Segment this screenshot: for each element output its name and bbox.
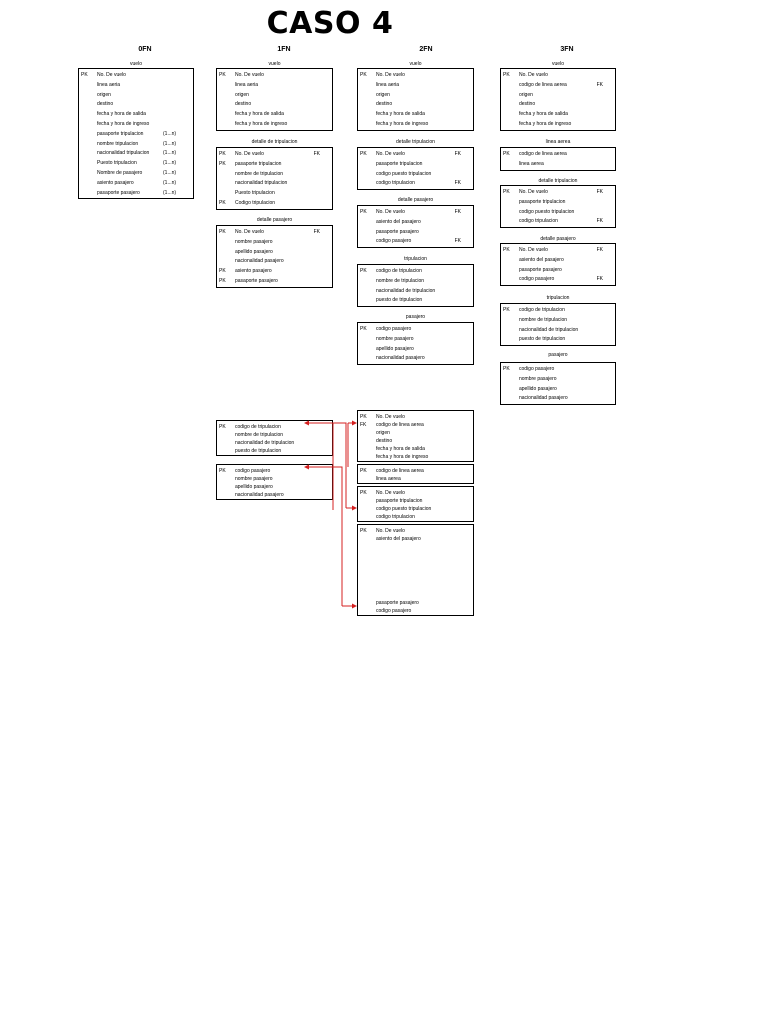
field-name: nacionalidad pasajero <box>376 355 425 362</box>
field-name: apellido pasajero <box>376 345 414 352</box>
field-name: nacionalidad de tripulacion <box>235 440 295 446</box>
foreign-key-marker: FK <box>596 276 603 283</box>
field-name: fecha y hora de salida <box>235 111 284 118</box>
key-marker: PK <box>219 151 226 157</box>
field-name: origen <box>376 430 390 436</box>
cardinality: (1...n) <box>163 170 177 176</box>
key-marker: PK <box>503 189 510 195</box>
field-name: fecha y hora de salida <box>97 111 146 118</box>
field-name: fecha y hora de salida <box>519 111 568 118</box>
field-name: nacionalidad de tripulacion <box>519 326 579 333</box>
foreign-key-marker: FK <box>596 81 603 88</box>
field-name: No. De vuelo <box>519 72 548 78</box>
field-name: nombre pasajero <box>519 375 557 382</box>
field-name: codigo pasajero <box>376 608 412 614</box>
field-name: codigo pasajero <box>519 366 555 372</box>
foreign-key-marker: FK <box>313 151 320 157</box>
key-marker: PK <box>360 151 367 157</box>
field-name: Puesto tripulacion <box>235 190 275 197</box>
key-marker: PK <box>219 424 226 430</box>
key-marker: PK <box>503 307 510 313</box>
key-marker: PK <box>360 209 367 215</box>
field-name: No. De vuelo <box>235 151 264 157</box>
key-marker: PK <box>503 72 510 78</box>
table-caption-t3-pasajero: pasajero <box>548 352 568 358</box>
field-name: Puesto tripulacion <box>97 160 137 167</box>
field-name: No. De vuelo <box>376 528 405 534</box>
foreign-key-marker: FK <box>596 189 603 195</box>
field-name: No. De vuelo <box>376 151 405 157</box>
field-name: No. De vuelo <box>376 490 405 496</box>
field-name: codigo pasajero <box>235 468 271 474</box>
key-marker: PK <box>219 160 226 167</box>
field-name: nacionalidad tripulacion <box>235 180 288 187</box>
foreign-key-marker: FK <box>454 238 461 245</box>
foreign-key-marker: FK <box>596 218 603 225</box>
foreign-key-marker: FK <box>454 209 461 215</box>
field-name: codigo pasajero <box>376 326 412 332</box>
field-name: codigo de linea aerea <box>519 81 567 88</box>
field-name: codigo pasajero <box>519 276 555 283</box>
table-caption-t3-vuelo: vuelo <box>552 61 564 67</box>
field-name: nombre pasajero <box>376 335 414 342</box>
field-name: origen <box>376 91 390 98</box>
key-marker: PK <box>81 72 88 78</box>
field-name: nombre pasajero <box>235 238 273 245</box>
column-header-2fn: 2FN <box>419 46 433 53</box>
key-marker: PK <box>360 268 367 274</box>
field-name: codigo de linea aerea <box>519 151 567 157</box>
table-caption-t3-detalle-trip: detalle tripulacion <box>538 178 578 184</box>
key-marker: PK <box>360 414 367 420</box>
field-name: No. De vuelo <box>97 72 126 78</box>
field-name: pasaporte pasajero <box>376 228 419 235</box>
key-marker: PK <box>219 268 226 275</box>
field-name: asiento del pasajero <box>519 256 564 263</box>
table-caption-t2-vuelo: vuelo <box>409 61 422 67</box>
field-name: fecha y hora de ingreso <box>376 454 429 460</box>
cardinality: (1...n) <box>163 150 177 157</box>
field-name: linea aerea <box>376 476 401 482</box>
cardinality: (1...n) <box>163 179 177 186</box>
field-name: codigo tripulacion <box>519 218 558 225</box>
table-caption-t2-pasajero: pasajero <box>405 314 426 320</box>
key-marker: PK <box>360 490 367 496</box>
field-name: nombre de tripulacion <box>235 170 284 177</box>
field-name: nombre pasajero <box>235 476 273 482</box>
key-marker: PK <box>503 366 510 372</box>
field-name: codigo de tripulacion <box>376 268 422 274</box>
field-name: asiento pasajero <box>97 179 134 186</box>
field-name: codigo de tripulacion <box>235 424 281 430</box>
field-name: codigo tripulacion <box>376 180 415 187</box>
field-name: pasaporte tripulacion <box>235 160 282 167</box>
field-name: Nombre de pasajero <box>97 170 143 176</box>
field-name: codigo de linea aerea <box>376 468 424 474</box>
key-marker: FK <box>360 422 367 428</box>
field-name: linea aerea <box>519 160 544 167</box>
table-caption-t2-detalle-pas: detalle pasajero <box>397 197 434 203</box>
field-name: nombre de tripulacion <box>376 277 425 284</box>
table-caption-t1-detalle-trip: detalle de tripulacion <box>251 139 298 145</box>
field-name: nombre de tripulacion <box>519 316 568 323</box>
table-caption-t3-detalle-pas: detalle pasajero <box>540 236 576 242</box>
field-name: pasaporte pasajero <box>376 600 419 606</box>
field-name: codigo puesto tripulacion <box>519 208 575 215</box>
table-caption-t1-detalle-pas: detalle pasajero <box>256 217 293 223</box>
field-name: destino <box>97 101 114 108</box>
field-name: pasaporte tripulacion <box>376 498 423 504</box>
field-name: puesto de tripulacion <box>376 297 423 304</box>
field-name: nombre tripulacion <box>97 140 139 147</box>
page-title: CASO 4 <box>266 6 394 41</box>
field-name: linea aeria <box>235 81 259 88</box>
key-marker: PK <box>360 72 367 78</box>
field-name: codigo de linea aerea <box>376 422 424 428</box>
field-name: origen <box>519 91 533 98</box>
foreign-key-marker: FK <box>454 151 461 157</box>
cardinality: (1...n) <box>163 160 177 167</box>
field-name: No. De vuelo <box>235 229 264 235</box>
field-name: destino <box>376 101 393 108</box>
key-marker: PK <box>219 200 226 206</box>
table-caption-t0-vuelo: vuelo <box>130 61 142 67</box>
foreign-key-marker: FK <box>596 247 603 253</box>
field-name: No. De vuelo <box>235 72 264 78</box>
field-name: nacionalidad pasajero <box>235 258 284 265</box>
field-name: apellido pasajero <box>235 248 273 255</box>
key-marker: PK <box>219 468 226 474</box>
table-caption-t3-tripulacion: tripulacion <box>546 295 570 301</box>
field-name: nacionalidad tripulacion <box>97 150 150 157</box>
field-name: fecha y hora de ingreso <box>97 121 150 127</box>
field-name: fecha y hora de salida <box>376 446 425 452</box>
key-marker: PK <box>219 72 226 78</box>
field-name: Codigo tripulacion <box>235 200 276 206</box>
field-name: pasaporte tripulacion <box>97 130 144 137</box>
column-header-1fn: 1FN <box>277 46 291 53</box>
field-name: linea aeria <box>376 81 400 88</box>
field-name: fecha y hora de ingreso <box>519 121 572 127</box>
field-name: fecha y hora de ingreso <box>235 121 288 127</box>
field-name: pasaporte tripulacion <box>519 198 566 205</box>
field-name: nombre de tripulacion <box>235 432 284 438</box>
field-name: destino <box>519 101 536 108</box>
cardinality: (1...n) <box>163 140 177 147</box>
field-name: nacionalidad de tripulacion <box>376 287 436 294</box>
field-name: pasaporte pasajero <box>97 189 140 196</box>
field-name: destino <box>235 101 252 108</box>
key-marker: PK <box>503 247 510 253</box>
arrow-codigo-tripulacion <box>305 423 346 508</box>
field-name: No. De vuelo <box>376 72 405 78</box>
table-caption-t3-linea: linea aerea <box>545 139 571 145</box>
field-name: linea aeria <box>97 81 121 88</box>
key-marker: PK <box>360 468 367 474</box>
field-name: asiento del pasajero <box>376 536 421 542</box>
cardinality: (1...n) <box>163 130 177 137</box>
field-name: No. De vuelo <box>376 414 405 420</box>
key-marker: PK <box>503 151 510 157</box>
field-name: No. De vuelo <box>519 247 548 253</box>
field-name: destino <box>376 438 393 444</box>
column-header-3fn: 3FN <box>560 46 574 53</box>
key-marker: PK <box>360 326 367 332</box>
field-name: asiento pasajero <box>235 268 272 275</box>
field-name: origen <box>97 91 111 98</box>
field-name: codigo pasajero <box>376 238 412 245</box>
field-name: codigo puesto tripulacion <box>376 170 432 177</box>
key-marker: PK <box>360 528 367 534</box>
field-name: codigo tripulacion <box>376 514 415 520</box>
field-name: origen <box>235 91 249 98</box>
field-name: codigo puesto tripulacion <box>376 506 432 512</box>
table-caption-t2-tripulacion: tripulacion <box>404 256 427 262</box>
foreign-key-marker: FK <box>313 229 320 235</box>
field-name: fecha y hora de salida <box>376 111 425 118</box>
field-name: asiento del pasajero <box>376 218 421 225</box>
field-name: puesto de tripulacion <box>235 448 282 454</box>
field-name: apellido pasajero <box>519 385 557 392</box>
foreign-key-marker: FK <box>454 180 461 187</box>
field-name: fecha y hora de ingreso <box>376 121 429 127</box>
table-caption-t2-detalle-trip: detalle tripulacion <box>396 139 435 145</box>
field-name: pasaporte tripulacion <box>376 160 423 167</box>
field-name: puesto de tripulacion <box>519 336 566 343</box>
key-marker: PK <box>219 278 226 284</box>
field-name: No. De vuelo <box>376 209 405 215</box>
field-name: nacionalidad pasajero <box>235 492 284 498</box>
field-name: nacionalidad pasajero <box>519 395 568 402</box>
field-name: codigo de tripulacion <box>519 307 565 313</box>
key-marker: PK <box>219 229 226 235</box>
field-name: pasaporte pasajero <box>235 278 278 284</box>
field-name: No. De vuelo <box>519 189 548 195</box>
cardinality: (1...n) <box>163 189 177 196</box>
table-caption-t1-vuelo: vuelo <box>268 61 281 67</box>
column-header-0fn: 0FN <box>138 46 152 53</box>
field-name: pasaporte pasajero <box>519 266 562 273</box>
arrow-codigo-pasajero <box>305 467 342 606</box>
field-name: apellido pasajero <box>235 484 273 490</box>
